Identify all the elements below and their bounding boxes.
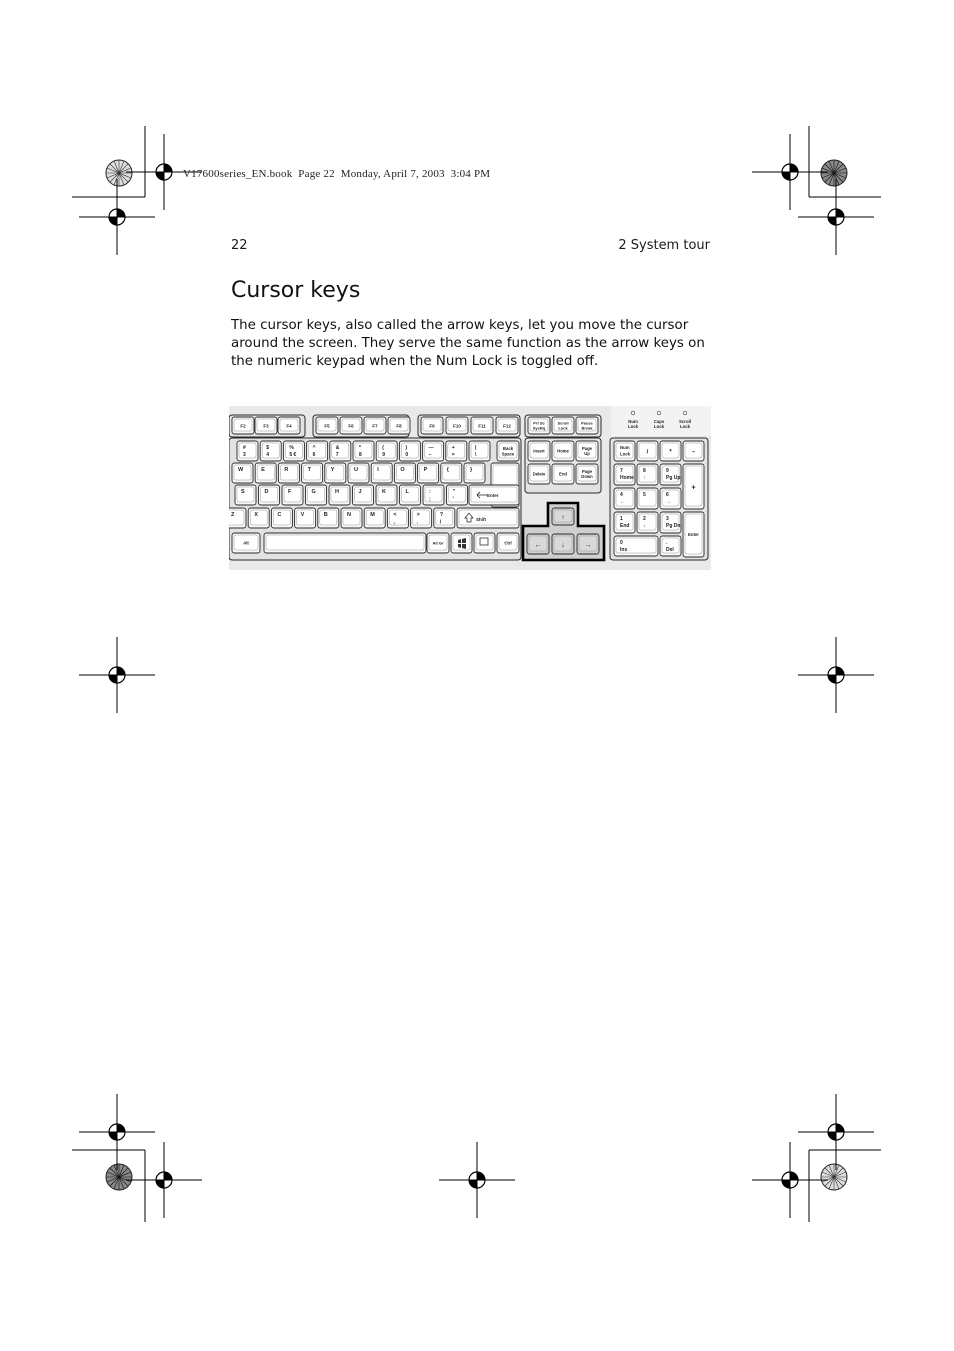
key-sym <box>434 508 455 528</box>
section-title: Cursor keys <box>231 278 361 303</box>
key-sym-label: \ <box>475 452 477 458</box>
key-0 <box>399 441 420 461</box>
key-scroll-label: Lock <box>558 425 568 431</box>
key-sym-label: { <box>446 467 449 473</box>
key-x-label: X <box>254 512 258 518</box>
key-f8 <box>388 417 410 434</box>
numpad-num-lock <box>614 441 635 461</box>
key-f-label: F <box>288 489 292 495</box>
key-sym-label: = <box>451 452 455 458</box>
key-y <box>325 463 346 483</box>
numpad-7 <box>614 464 635 485</box>
key-j <box>353 485 374 505</box>
key-f3 <box>255 417 277 434</box>
key-sym <box>469 441 490 461</box>
key-h-label: H <box>335 489 339 495</box>
key-end <box>552 464 574 484</box>
numpad-9-label: 9 <box>666 468 669 474</box>
key-c-label: C <box>277 512 282 518</box>
key-sym-label: | <box>475 445 477 451</box>
key-page-up <box>576 441 598 461</box>
indicator-scroll-lock-lock: Lock <box>679 424 691 429</box>
key-alt-gr-label: Alt Gr <box>432 540 444 546</box>
key-u <box>348 463 369 483</box>
numpad-4 <box>614 488 635 509</box>
key-m-label: M <box>370 512 375 518</box>
numpad-enter <box>683 512 704 557</box>
numpad-8-label: 8 <box>643 468 646 474</box>
key-spacebar <box>264 533 426 553</box>
numpad-3-label: 3 <box>666 516 669 522</box>
key-backspace <box>497 441 519 461</box>
key-f4 <box>278 417 300 434</box>
key-sym-label: : <box>429 489 431 495</box>
key-f10-label: F10 <box>453 423 461 429</box>
numpad-5 <box>637 488 658 509</box>
numpad-8 <box>637 464 658 485</box>
key-5 <box>283 441 304 461</box>
numpad-2 <box>637 512 658 533</box>
key-delete <box>528 464 550 484</box>
key-t-label: T <box>307 467 311 473</box>
key-d <box>259 485 280 505</box>
key-f11 <box>471 417 493 434</box>
key-8 <box>353 441 374 461</box>
key-shift-label: Shift <box>476 517 486 522</box>
key-w-label: W <box>238 467 244 473</box>
numpad-5-label: 5 <box>643 492 646 498</box>
key-arrow-left <box>527 534 549 554</box>
key-prt-sc <box>528 417 550 434</box>
key-delete-label: Delete <box>532 471 546 477</box>
key-sym-label: ? <box>439 512 444 518</box>
key-sym <box>447 485 468 505</box>
key-sym-label: / <box>439 519 442 526</box>
key-alt-gr <box>427 533 449 553</box>
key-page-up-label: Page <box>581 446 593 451</box>
key-sym <box>387 508 408 528</box>
key-f5 <box>316 417 338 434</box>
key-r <box>278 463 299 483</box>
print-slug-line: V17600series_EN.book Page 22 Monday, April 7, 2003 3:04 PM <box>183 168 491 180</box>
key-home <box>552 441 574 461</box>
key-sym <box>423 441 444 461</box>
numpad-0-label: Ins <box>620 547 628 553</box>
key-t <box>302 463 323 483</box>
key-arrow-right-label: → <box>584 542 592 549</box>
numpad-decimal-label: . <box>666 540 668 546</box>
numpad-0 <box>614 536 658 556</box>
key-sym-label: ; <box>429 496 431 503</box>
key-4-label: $ <box>266 445 269 451</box>
indicator-led <box>683 411 687 415</box>
numpad-2-label: 2 <box>643 516 646 522</box>
numpad-7-label: 7 <box>620 468 623 474</box>
key-arrow-right <box>577 534 599 554</box>
key-n-label: N <box>347 512 351 518</box>
key-f7-label: F7 <box>372 423 378 429</box>
key-f <box>282 485 303 505</box>
numpad-sym-label: – <box>691 449 696 456</box>
key-sym-label: > <box>416 512 420 518</box>
key-alt <box>232 533 260 553</box>
key-home-label: Home <box>557 448 569 454</box>
key-prt-sc-label: SysRq <box>532 425 546 431</box>
key-sym <box>441 463 462 483</box>
key-sym-label: , <box>393 519 395 526</box>
key-7 <box>330 441 351 461</box>
key-z-label: Z <box>231 512 235 518</box>
key-enter-label: Enter <box>487 493 499 498</box>
key-f12-label: F12 <box>503 423 511 429</box>
indicator-caps-lock-lock: Lock <box>653 424 665 429</box>
key-n <box>341 508 362 528</box>
key-r-label: R <box>284 467 289 473</box>
key-page-down-label: Page <box>581 469 593 474</box>
key-f10 <box>446 417 468 434</box>
key-pause-label: Break <box>581 425 593 431</box>
numpad-num-lock-label: Lock <box>620 451 631 457</box>
numpad-1-label: End <box>620 523 630 529</box>
key-3 <box>237 441 258 461</box>
key-backspace-label: Space <box>501 451 515 457</box>
key-page-up-label: Up <box>584 451 590 457</box>
key-e <box>255 463 276 483</box>
key-3-label: # <box>243 445 246 451</box>
key-k-label: K <box>382 489 386 495</box>
key-u-label: U <box>354 467 358 473</box>
key-0-label: ) <box>405 445 408 451</box>
key-f5-label: F5 <box>324 423 330 429</box>
key-insert <box>528 441 550 461</box>
key-c <box>271 508 292 528</box>
key-sym <box>411 508 432 528</box>
key-6 <box>307 441 328 461</box>
key-arrow-down-label: ↓ <box>561 542 565 549</box>
key-f4-label: F4 <box>286 423 292 429</box>
indicator-scroll-lock: Scroll <box>679 419 691 424</box>
key-f6-label: F6 <box>348 423 354 429</box>
key-arrow-down <box>552 534 574 554</box>
key-page-down <box>576 464 598 484</box>
numpad-plus-label: + <box>691 484 696 492</box>
key-7-label: 7 <box>335 452 339 458</box>
key-sym-label: . <box>416 519 419 526</box>
key-f8-label: F8 <box>396 423 402 429</box>
numpad-3 <box>660 512 681 533</box>
numpad-6-label: 6 <box>666 492 669 498</box>
numpad-7-label: Home <box>620 475 634 481</box>
key-s-label: S <box>241 489 245 495</box>
numpad-num-lock-label: Num <box>620 445 630 450</box>
key-g-label: G <box>311 489 316 495</box>
key-prt-sc-label: Prt Sc <box>533 420 545 426</box>
keyboard-illustration <box>229 406 711 570</box>
numpad-9 <box>660 464 681 485</box>
numpad-6 <box>660 488 681 509</box>
indicator-led <box>657 411 661 415</box>
numpad-9-label: Pg Up <box>666 475 681 481</box>
key-w <box>232 463 253 483</box>
key-sym-label: ' <box>452 496 454 503</box>
numpad-sym <box>683 441 704 461</box>
key-m <box>364 508 385 528</box>
key-sym-label: – <box>428 452 432 458</box>
key-end-label: End <box>559 471 567 477</box>
key-4 <box>260 441 281 461</box>
key-pause-label: Pause <box>581 420 593 426</box>
numpad-decimal <box>660 536 681 556</box>
key-f3-label: F3 <box>263 423 269 429</box>
key-b-label: B <box>323 512 328 518</box>
indicator-led <box>631 411 635 415</box>
key-menu <box>474 533 495 553</box>
key-g <box>306 485 327 505</box>
key-sym <box>423 485 444 505</box>
key-k <box>376 485 397 505</box>
key-f6 <box>340 417 362 434</box>
key-sym-label: — <box>428 445 434 451</box>
key-sym-label: + <box>451 445 455 451</box>
key-insert-label: Insert <box>533 448 545 454</box>
key-sym <box>464 463 485 483</box>
numpad-sym-label: / <box>646 449 649 456</box>
key-9 <box>376 441 397 461</box>
key-d-label: D <box>264 489 269 495</box>
key-ctrl <box>497 533 519 553</box>
key-p-label: P <box>423 467 428 473</box>
key-i <box>371 463 392 483</box>
numpad-sym <box>637 441 658 461</box>
key-i-label: I <box>377 467 379 473</box>
page-number: 22 <box>231 238 248 253</box>
key-3-label: 3 <box>243 452 246 458</box>
key-sym-label: } <box>470 467 473 473</box>
key-j-label: J <box>358 489 362 495</box>
numpad-2-label: ↓ <box>643 523 646 529</box>
numpad-decimal-label: Del <box>666 547 674 553</box>
numpad-6-label: → <box>666 499 671 505</box>
key-o <box>394 463 415 483</box>
numpad-8-label: ↑ <box>643 475 646 481</box>
key-v-label: V <box>300 512 305 518</box>
key-windows <box>451 533 472 553</box>
key-v <box>295 508 316 528</box>
section-body: The cursor keys, also called the arrow keys, let you move the cursor around the screen. They serve the same function as the arrow keys on the numeric keypad when the Num Lock is toggled off. <box>231 318 705 369</box>
key-sym <box>446 441 467 461</box>
running-head: 2 System tour <box>618 238 710 253</box>
key-4-label: 4 <box>266 452 269 458</box>
key-9-label: 9 <box>382 452 385 458</box>
numpad-3-label: Pg Dn <box>666 523 681 529</box>
key-l <box>400 485 421 505</box>
key-f9-label: F9 <box>429 423 435 429</box>
numpad-0-label: 0 <box>620 540 623 546</box>
key-e-label: E <box>261 467 265 473</box>
key-alt-label: Alt <box>243 540 249 546</box>
key-f7 <box>364 417 386 434</box>
key-x <box>248 508 269 528</box>
key-pause <box>576 417 598 434</box>
key-scroll-label: Scroll <box>557 420 569 426</box>
key-9-label: ( <box>382 445 384 451</box>
key-p <box>418 463 439 483</box>
indicator-num-lock: Num <box>628 419 638 424</box>
numpad-1-label: 1 <box>620 516 623 522</box>
numpad-4-label: 4 <box>620 492 623 498</box>
key-z <box>229 508 246 528</box>
indicator-caps-lock: Caps <box>653 419 665 424</box>
key-5-label: % <box>289 445 294 451</box>
key-6-label: 6 <box>312 452 316 458</box>
numpad-4-label: ← <box>620 499 625 505</box>
key-scroll <box>552 417 574 434</box>
indicator-num-lock-lock: Lock <box>627 424 639 429</box>
key-7-label: & <box>335 445 340 451</box>
key-0-label: 0 <box>405 452 409 458</box>
key-sym-label: " <box>452 489 456 495</box>
key-ctrl-label: Ctrl <box>504 540 512 546</box>
numpad-1 <box>614 512 635 533</box>
key-arrow-left-label: ← <box>534 542 542 549</box>
numpad-sym-label: * <box>669 449 672 456</box>
key-o-label: O <box>400 467 405 473</box>
key-f9 <box>421 417 443 434</box>
numpad-enter-label: Enter <box>688 532 699 538</box>
key-backspace-label: Back <box>502 446 514 451</box>
key-s <box>235 485 256 505</box>
key-8-label: * <box>359 445 361 451</box>
key-5-label: 5 € <box>289 452 297 458</box>
key-f2-label: F2 <box>240 423 246 429</box>
key-y-label: Y <box>330 467 335 473</box>
key-l-label: L <box>405 489 409 495</box>
numpad-sym <box>660 441 681 461</box>
key-b <box>318 508 339 528</box>
key-sym-label: < <box>393 512 397 518</box>
key-6-label: ^ <box>312 445 316 451</box>
numpad-plus <box>683 464 704 509</box>
key-f11-label: F11 <box>478 423 486 429</box>
key-h <box>329 485 350 505</box>
key-f2 <box>232 417 254 434</box>
key-arrow-up-label: ↑ <box>561 514 565 522</box>
key-arrow-up <box>552 508 574 525</box>
key-8-label: 8 <box>359 452 362 458</box>
key-f12 <box>496 417 518 434</box>
key-page-down-label: Down <box>581 474 593 480</box>
